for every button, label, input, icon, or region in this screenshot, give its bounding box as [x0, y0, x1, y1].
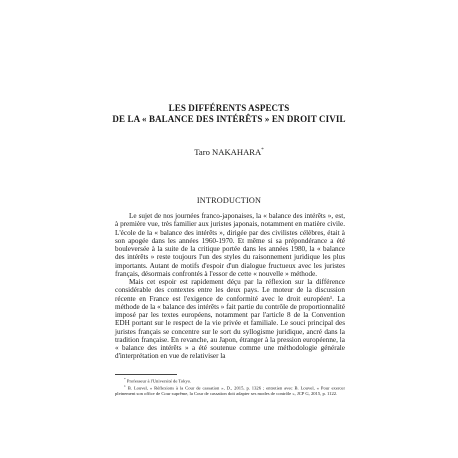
- footnote-mark: 1: [124, 384, 126, 389]
- section-heading: INTRODUCTION: [196, 196, 262, 205]
- footnote-text: B. Louvel, « Réflexions à la Cour de cassation », D., 2015, p. 1326 ; entretien avec B. Louvel, « Pour exercer pleinement son office de Cour suprême, la Cour de cassation doit adapter ses modes de contrôle », JCP G, 2015, p. 1122.: [115, 385, 345, 397]
- paragraph: Le sujet de nos journées franco-japonaises, la « balance des intérêts », est, à première vue, très familier aux juristes japonais, notamment en matière civile. L'école de la « balance des intérêts », dirigée par des civilistes célèbres, était à son apogée dans les années 1960-1970. Et même si sa prépondérance a été bouleversée à la suite de la critique portée dans les années 1980, la « balance des intérêts » reste toujours l'un des styles du raisonnement juridique les plus importants. Autant de motifs d'espoir d'un dialogue fructueux avec les juristes français, désormais confrontés à l'essor de cette « nouvelle » méthode.: [115, 212, 345, 278]
- title-line-1: LES DIFFÉRENTS ASPECTS: [168, 103, 290, 113]
- footnote: [115, 377, 345, 384]
- title-line-2: DE LA « BALANCE DES INTÉRÊTS » EN DROIT CIVIL: [112, 114, 346, 124]
- body-text: [115, 212, 345, 361]
- footnote-mark: *: [124, 377, 126, 381]
- footnote-divider: [115, 374, 177, 375]
- author-note-mark: *: [261, 148, 264, 154]
- author-text: Taro NAKAHARA: [194, 147, 262, 157]
- footnotes: [115, 377, 345, 397]
- footnote: [115, 384, 345, 397]
- author-name: [0, 147, 458, 157]
- footnote-text: Professeur à l'Université de Tokyo.: [126, 378, 192, 384]
- paragraph: Mais cet espoir est rapidement déçu par la réflexion sur la différence considérable des contextes entre les deux pays. Le moteur de la discussion récente en France est l'exigence de conformité avec le droit européen¹. La méthode de la « balance des intérêts » fait partie du contrôle de proportionnalité imposé par les textes européens, notamment par l'article 8 de la Convention EDH portant sur le respect de la vie privée et familiale. Le souci principal des juristes français se concentre sur le sort du syllogisme juridique, ancré dans la tradition française. En revanche, au Japon, étranger à la pression européenne, la « balance des intérêts » a été soutenue comme une méthodologie générale d'interprétation en vue de relativiser la: [115, 278, 345, 361]
